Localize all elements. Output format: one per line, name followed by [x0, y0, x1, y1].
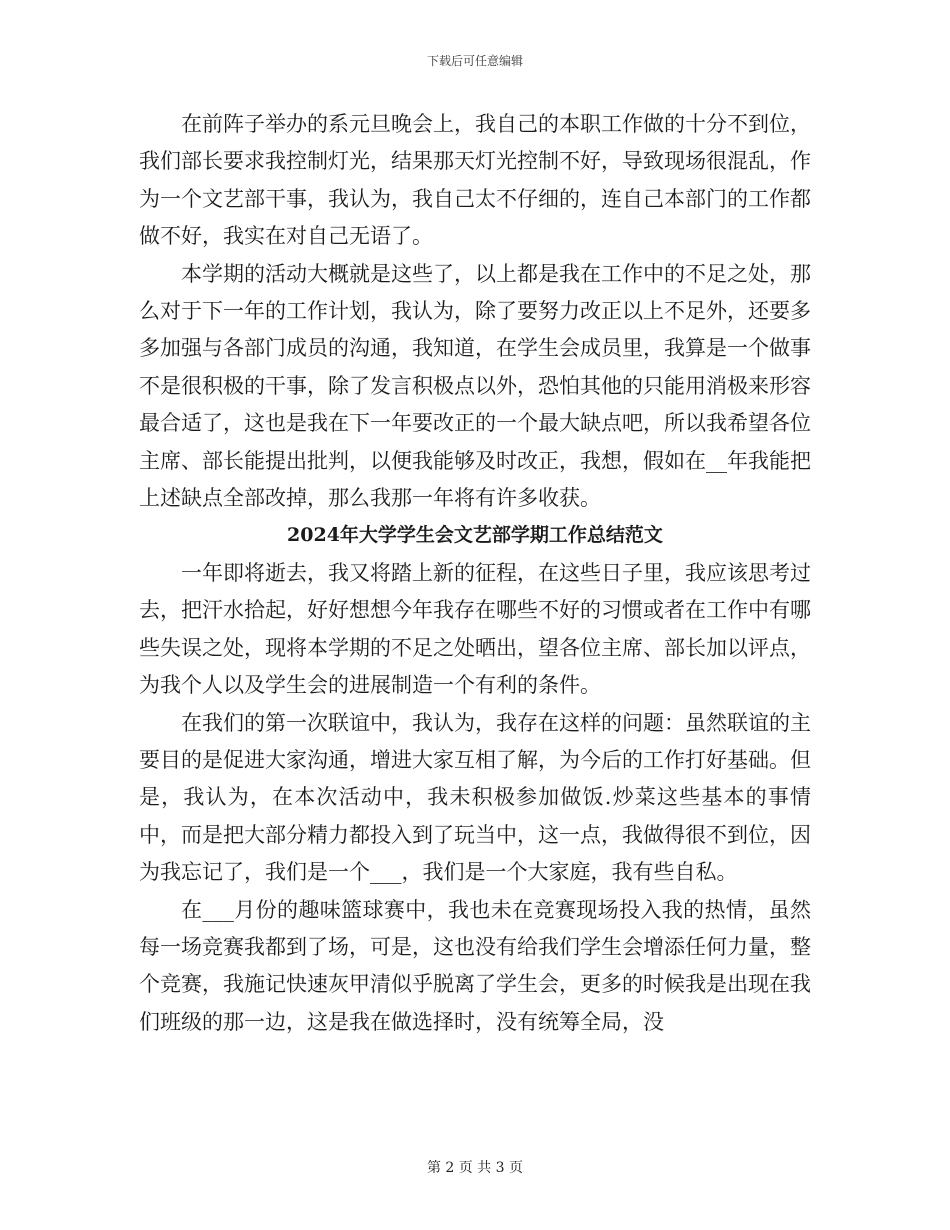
paragraph: 本学期的活动大概就是这些了，以上都是我在工作中的不足之处，那么对于下一年的工作计划，我认为，除了要努力改正以上不足外，还要多多加强与各部门成员的沟通，我知道，在学生会成员里，我算是一个做事不是很积极的干事，除了发言积极点以外，恐怕其他的只能用消极来形容最合适了，这也是我在下一年要改正的一个最大缺点吧，所以我希望各位主席、部长能提出批判，以便我能够及时改正，我想，假如在__年我能把上述缺点全部改掉，那么我那一年将有许多收获。 — [139, 261, 811, 511]
paragraph: 在我们的第一次联谊中，我认为，我存在这样的问题：虽然联谊的主要目的是促进大家沟通，增进大家互相了解，为今后的工作打好基础。但是，我认为，在本次活动中，我未积极参加做饭.炒菜这些基本的事情中，而是把大部分精力都投入到了玩当中，这一点，我做得很不到位，因为我忘记了，我们是一个___，我们是一个大家庭，我有些自私。 — [139, 710, 811, 885]
paragraph: 一年即将逝去，我又将踏上新的征程，在这些日子里，我应该思考过去，把汗水拾起，好好想想今年我存在哪些不好的习惯或者在工作中有哪些失误之处，现将本学期的不足之处晒出，望各位主席、部长加以评点，为我个人以及学生会的进展制造一个有利的条件。 — [139, 560, 811, 698]
page-header: 下载后可任意编辑 — [426, 54, 523, 68]
section-title: 2024年大学学生会文艺部学期工作总结范文 — [287, 524, 663, 547]
paragraph: 在___月份的趣味篮球赛中，我也未在竞赛现场投入我的热情，虽然每一场竞赛我都到了场，可是，这也没有给我们学生会增添任何力量，整个竞赛，我施记快速灰甲清似乎脱离了学生会，更多的时候我是出现在我们班级的那一边，这是我在做选择时，没有统筹全局，没 — [139, 897, 811, 1034]
page-number: 第 2 页 共 3 页 — [426, 1160, 524, 1176]
paragraph: 在前阵子举办的系元旦晚会上，我自己的本职工作做的十分不到位，我们部长要求我控制灯光，结果那天灯光控制不好，导致现场很混乱，作为一个文艺部干事，我认为，我自己太不仔细的，连自己本部门的工作都做不好，我实在对自己无语了。 — [139, 112, 811, 249]
document-body — [139, 106, 811, 1041]
